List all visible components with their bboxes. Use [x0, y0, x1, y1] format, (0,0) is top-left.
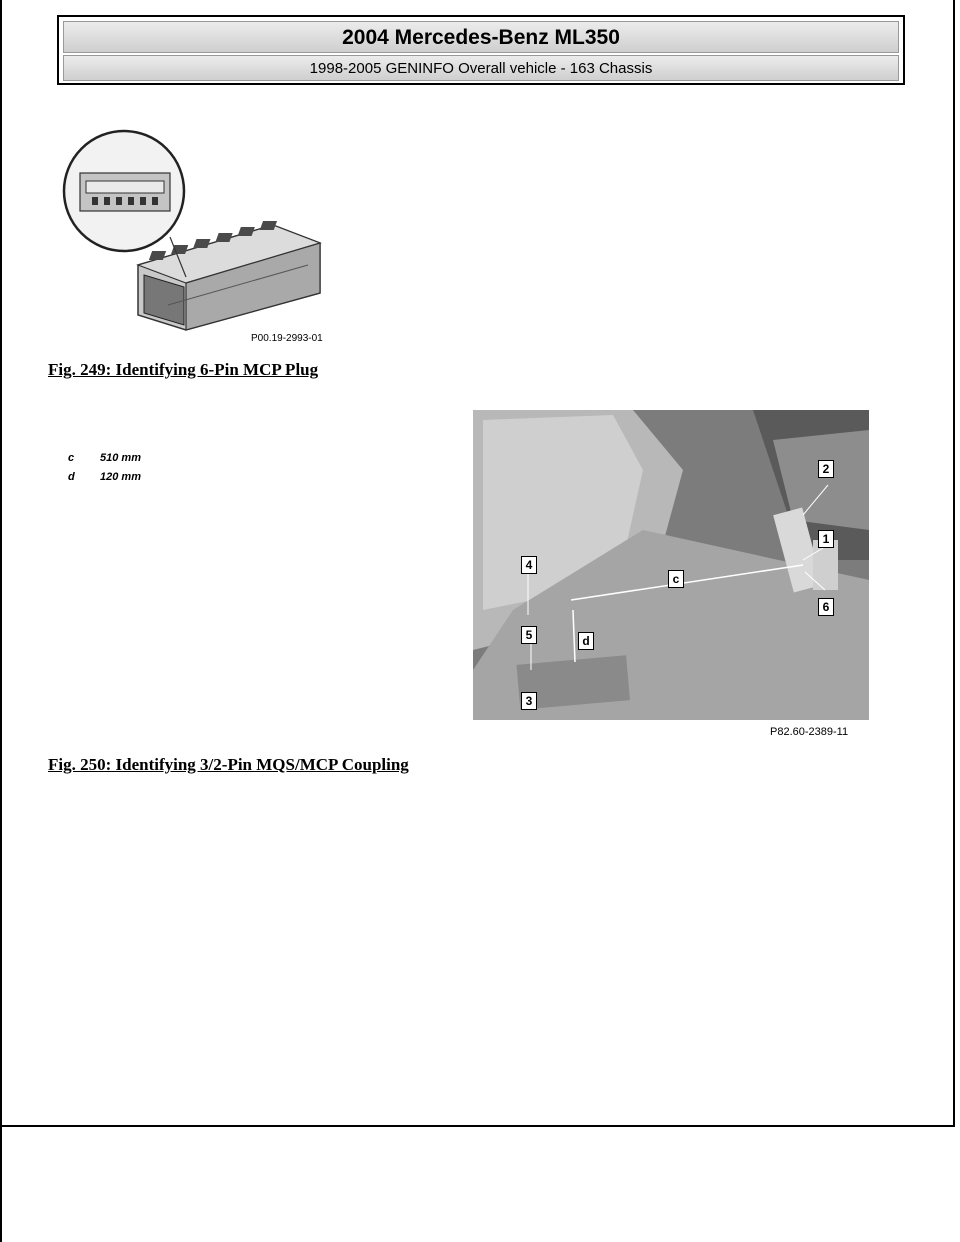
- connector-body: [138, 221, 320, 330]
- legend-value: 120 mm: [100, 471, 141, 483]
- page-border-left: [0, 0, 2, 1242]
- legend-row: [68, 452, 141, 471]
- header-title: 2004 Mercedes-Benz ML350: [63, 21, 899, 53]
- legend-value: 510 mm: [100, 452, 141, 464]
- figure-250-image-code: P82.60-2389-11: [770, 726, 849, 738]
- page-header: [57, 15, 905, 85]
- callout-5: 5: [521, 626, 537, 644]
- header-subtitle: 1998-2005 GENINFO Overall vehicle - 163 Chassis: [63, 55, 899, 81]
- legend-key: d: [68, 471, 75, 483]
- callout-4: 4: [521, 556, 537, 574]
- page-border-right: [953, 0, 955, 1127]
- callout-2: 2: [818, 460, 834, 478]
- figure-249-illustration: [58, 125, 348, 350]
- magnified-detail: [64, 131, 186, 277]
- callout-c: c: [668, 570, 684, 588]
- callout-d: d: [578, 632, 594, 650]
- callout-1: 1: [818, 530, 834, 548]
- figure-249-image-code: P00.19-2993-01: [251, 333, 323, 344]
- callout-6: 6: [818, 598, 834, 616]
- figure-250-photo: [473, 410, 869, 720]
- figure-250-legend: [68, 452, 141, 490]
- page-border-bottom: [0, 1125, 955, 1127]
- figure-250-caption: Fig. 250: Identifying 3/2-Pin MQS/MCP Coupling: [48, 755, 409, 774]
- legend-key: c: [68, 452, 75, 464]
- figure-249-caption: Fig. 249: Identifying 6-Pin MCP Plug: [48, 360, 319, 379]
- legend-row: [68, 471, 141, 490]
- callout-3: 3: [521, 692, 537, 710]
